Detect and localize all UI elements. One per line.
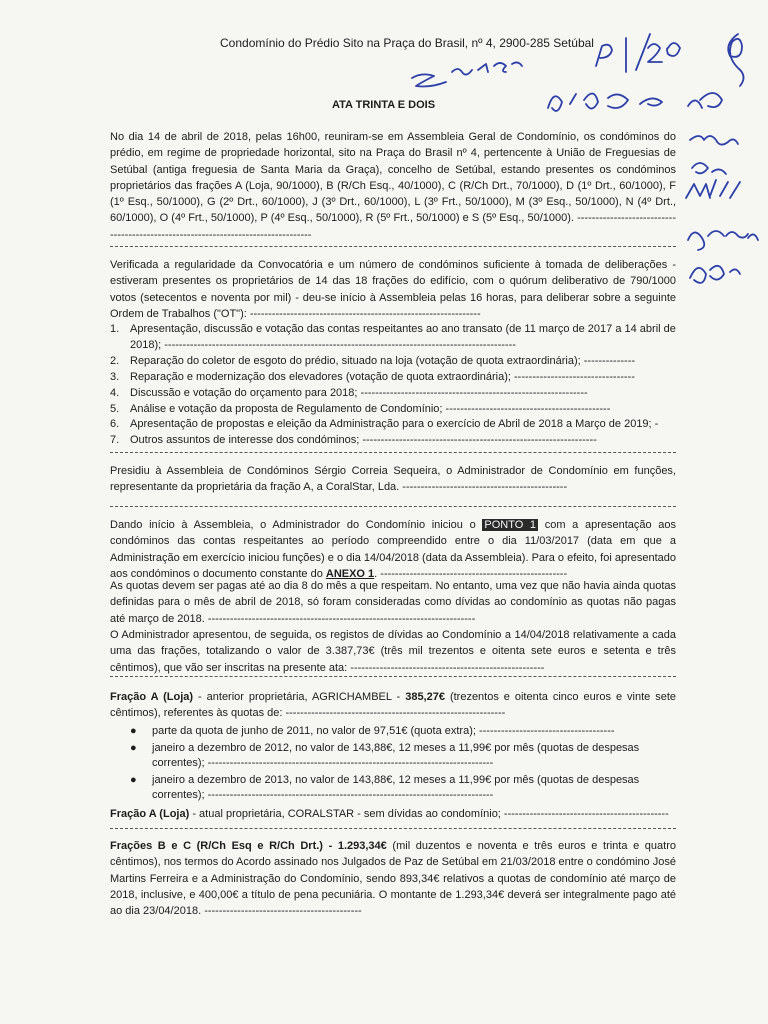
fracao-a-atual-paragraph	[110, 806, 676, 822]
fracao-a-owner: - anterior proprietária, AGRICHAMBEL -	[198, 691, 401, 703]
document-title: ATA TRINTA E DOIS	[332, 99, 436, 111]
ponto1-paragraph	[110, 517, 676, 582]
list-item	[130, 741, 676, 772]
section-divider	[110, 676, 676, 677]
section-divider	[110, 452, 676, 453]
fracao-a-rest: (trezentos e oitenta cinco euros e vinte sete cêntimos), referentes às quotas de: ------------------------------------------------------------	[110, 691, 677, 720]
list-text: Reparação do coletor de esgoto do prédio, situado na loja (votação de quota extraordinária); --------------	[130, 354, 636, 367]
list-text: Reparação e modernização dos elevadores (votação de quota extraordinária); ---------------------------------	[130, 370, 635, 383]
fracao-a-label: Fração A (Loja)	[110, 691, 194, 703]
list-number: 2.	[110, 354, 120, 367]
list-text: parte da quota de junho de 2011, no valor de 97,51€ (quota extra); -------------------------------------	[152, 725, 615, 737]
fracao-a-atual-label: Fração A (Loja)	[110, 808, 190, 820]
bullet-icon: ●	[130, 725, 137, 737]
list-item	[110, 370, 676, 386]
list-number: 1.	[110, 323, 120, 335]
section-divider	[110, 506, 676, 507]
bullet-icon: ●	[130, 773, 137, 786]
agenda-list	[110, 322, 676, 449]
fracao-a-paragraph	[110, 689, 676, 722]
list-item	[110, 402, 676, 418]
annex-1-reference: ANEXO 1	[325, 567, 375, 580]
list-number: 7.	[110, 434, 120, 447]
ponto1-text: Dando início à Assembleia, o Administrador do Condomínio iniciou o	[110, 519, 476, 531]
presidiu-paragraph: Presidiu à Assembleia de Condóminos Sérgio Correia Sequeira, o Administrador de Condomínio em funções, representante da proprietária da fração A, a CoralStar, Lda. ---------------------------------------------	[110, 465, 676, 494]
ponto-1-highlight: PONTO 1	[484, 519, 537, 531]
bullet-icon: ●	[130, 741, 137, 754]
list-text: Apresentação, discussão e votação das contas respeitantes ao ano transato (de 11 março de 2017 a 14 abril de 2018); ------------------------------------------------------------------------------------------------	[130, 323, 676, 351]
list-text: Discussão e votação do orçamento para 2018; --------------------------------------------------------------	[130, 386, 588, 399]
list-item	[110, 322, 676, 354]
quotas-paragraph: As quotas devem ser pagas até ao dia 8 do mês a que respeitam. No entanto, uma vez que não havia ainda quotas definidas para o mês de abril de 2018, só foram consideradas como dívidas ao condomínio as quotas não pagas até março de 2018. -------------------------------------------------------------------------	[110, 580, 676, 625]
list-item	[130, 773, 676, 804]
fracao-a-atual-text: - atual proprietária, CORALSTAR - sem dívidas ao condomínio; ---------------------------------------------	[192, 808, 669, 820]
fracoes-bc-paragraph	[110, 838, 676, 919]
ponto1-end: . ---------------------------------------------------	[374, 567, 568, 580]
list-text: Apresentação de propostas e eleição da Administração para o exercício de Abril de 2018 a Março de 2019; -	[130, 418, 659, 431]
list-number: 3.	[110, 370, 120, 383]
ponto1-text-cont: com a apresentação aos condóminos das contas respeitantes ao período compreendido entre o dia 11/03/2017 (data em que a Administração em exercício iniciou funções) e o dia 14/04/2018 (data da Assembleia). Para o efeito, foi apresentado aos condóminos o documento constante do	[110, 519, 677, 580]
fracoes-bc-text: (mil duzentos e noventa e três euros e trinta e quatro cêntimos), nos termos do Acordo assinado nos Julgados de Paz de Setúbal em 21/03/2018 entre o condómino José Martins Ferreira e a Administração do Condomínio, sendo 893,34€ relativos a quotas de condomínio até março de 2018, inclusive, e 400,00€ a título de pena pecuniária. O montante de 1.293,34€ deverá ser integralmente pago até ao dia 23/04/2018. -------------------------------------------	[110, 840, 676, 918]
list-text: Outros assuntos de interesse dos condóminos; ----------------------------------------------------------------	[130, 434, 597, 447]
verificada-paragraph: Verificada a regularidade da Convocatória e um número de condóminos suficiente à tomada de deliberações - estiveram presentes os proprietários de 14 das 18 frações do edifício, com o quórum deliberativo de 790/1000 votos (setecentos e noventa por mil) - deu-se início à Assembleia pelas 16 horas, para deliberar sobre a seguinte Ordem de Trabalhos ("OT"): ---------------------------------------------------------------	[110, 259, 676, 320]
section-divider	[110, 828, 676, 829]
list-number: 5.	[110, 402, 120, 415]
list-item	[110, 386, 676, 402]
list-number: 4.	[110, 386, 120, 399]
section-divider	[110, 246, 676, 247]
dividas-paragraph: O Administrador apresentou, de seguida, os registos de dívidas ao Condomínio a 14/04/2018 relativamente a cada uma das frações, totalizando o valor de 3.387,73€ (três mil trezentos e oitenta sete euros e setenta e três cêntimos), que vão ser inscritas na presente ata: -----------------------------------------------------	[110, 629, 676, 674]
list-item	[110, 417, 676, 433]
fracao-a-quotas-list	[130, 724, 676, 805]
fracoes-bc-label: Frações B e C (R/Ch Esq e R/Ch Drt.) - 1.293,34€	[110, 840, 387, 852]
fracao-a-amount: 385,27€	[405, 691, 445, 703]
document-header: Condomínio do Prédio Sito na Praça do Brasil, nº 4, 2900-285 Setúbal	[220, 36, 594, 50]
list-text: janeiro a dezembro de 2013, no valor de 143,88€, 12 meses a 11,99€ por mês (quotas de despesas correntes); ------------------------------------------------------------------------------	[152, 773, 640, 801]
list-item	[110, 354, 676, 370]
intro-paragraph: No dia 14 de abril de 2018, pelas 16h00, reuniram-se em Assembleia Geral de Condomínio, os condóminos do prédio, em regime de propriedade horizontal, sito na Praça do Brasil nº 4, pertencente à União de Freguesias de Setúbal (antiga freguesia de Santa Maria da Graça), concelho de Setúbal, estando presentes os condóminos proprietários das frações A (Loja, 90/1000), B (R/Ch Esq., 40/1000), C (R/Ch Drt., 70/1000), D (1º Drt., 60/1000), F (1º Esq., 50/1000), G (2º Drt., 60/1000), J (3º Drt., 60/1000), L (3º Frt., 50/1000), M (3º Esq., 50/1000), N (4º Drt., 60/1000), O (4º Frt., 50/1000), P (4º Esq., 50/1000), R (5º Frt., 50/1000) e S (5º Esq., 50/1000). ----------------------------------------------------------------------------------	[110, 131, 676, 241]
list-item	[130, 724, 676, 740]
list-item	[110, 433, 676, 449]
list-text: janeiro a dezembro de 2012, no valor de 143,88€, 12 meses a 11,99€ por mês (quotas de despesas correntes); ------------------------------------------------------------------------------	[152, 741, 640, 769]
list-number: 6.	[110, 418, 120, 431]
list-text: Análise e votação da proposta de Regulamento de Condomínio; ---------------------------------------------	[130, 402, 611, 415]
